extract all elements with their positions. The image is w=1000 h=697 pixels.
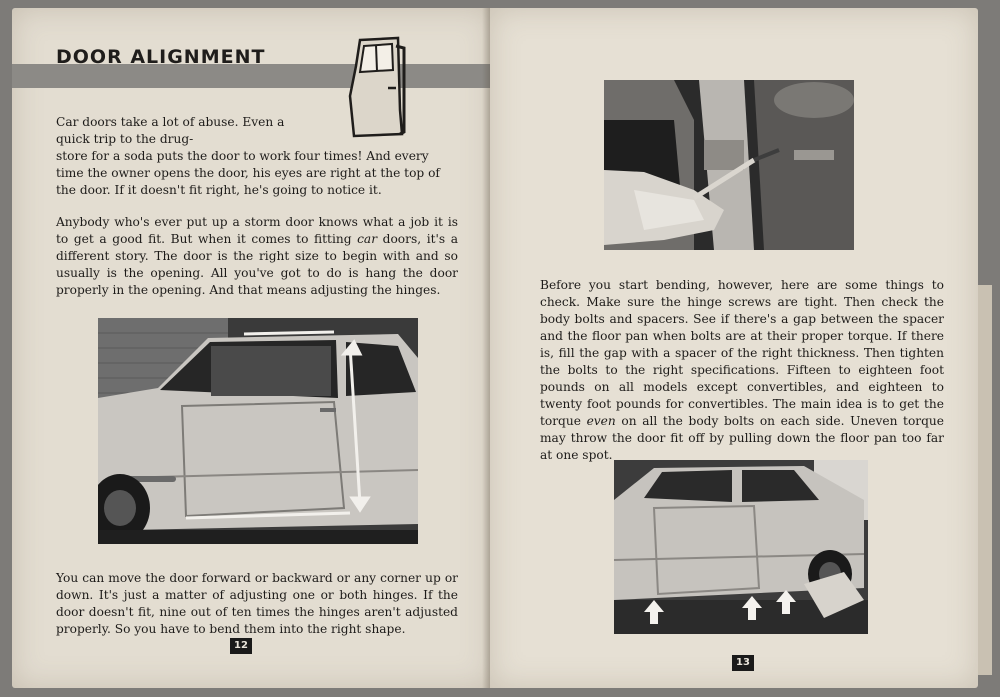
left-page [12, 8, 492, 688]
page-number-13: 13 [732, 655, 754, 671]
page-number-12: 12 [230, 638, 252, 654]
storm-door-paragraph [56, 214, 458, 299]
back-cover-edge [978, 285, 992, 675]
intro-paragraph [56, 114, 458, 199]
car-door-side-photo [98, 318, 418, 544]
right-text-b: on all the body bolts on each side. Uneven torque may throw the door fit off by pulling down the floor pan too far at one spot. [540, 414, 944, 462]
para2-text-a: Anybody who's ever put up a storm door knows what a job it is to get a good fit. But when it comes to fitting [56, 215, 458, 246]
right-page [490, 8, 978, 688]
page-title: DOOR ALIGNMENT [56, 46, 266, 68]
para2-emphasis: car [357, 232, 378, 246]
body-bolts-paragraph [540, 277, 944, 464]
hinge-bending-photo [604, 80, 854, 250]
right-emphasis: even [586, 414, 616, 428]
intro-rest-text: store for a soda puts the door to work four times! And every time the owner opens the door, his eyes are right at the top of the door. If it doesn't fit right, he's going to notice it. [56, 149, 440, 197]
para2-text-b: doors, it's a different story. The door is the right size to begin with and so usually is the opening. All you've got to do is hang the door properly in the opening. And that means adjusting the hinges. [56, 232, 458, 297]
right-text-a: Before you start bending, however, here are some things to check. Make sure the hinge screws are tight. Then check the body bolts and spacers. See if there's a gap between the spacer and the floor pan when bolts are at their proper torque. If there is, fill the gap with a spacer of the right thickness. Then tighten the bolts to the right specifications. Fifteen to eighteen foot pounds on all models except convertibles, and eighteen to twenty foot pounds for convertibles. The main idea is to get the torque [540, 278, 944, 428]
hinge-adjust-paragraph: You can move the door forward or backward or any corner up or down. It's just a matter of adjusting one or both hinges. If the door doesn't fit, nine out of ten times the hinges aren't adjusted properly. So you have to bend them into the right shape. [56, 571, 458, 636]
car-floor-pan-photo [614, 460, 868, 634]
intro-narrow-text: Car doors take a lot of abuse. Even a quick trip to the drug- [56, 115, 285, 146]
